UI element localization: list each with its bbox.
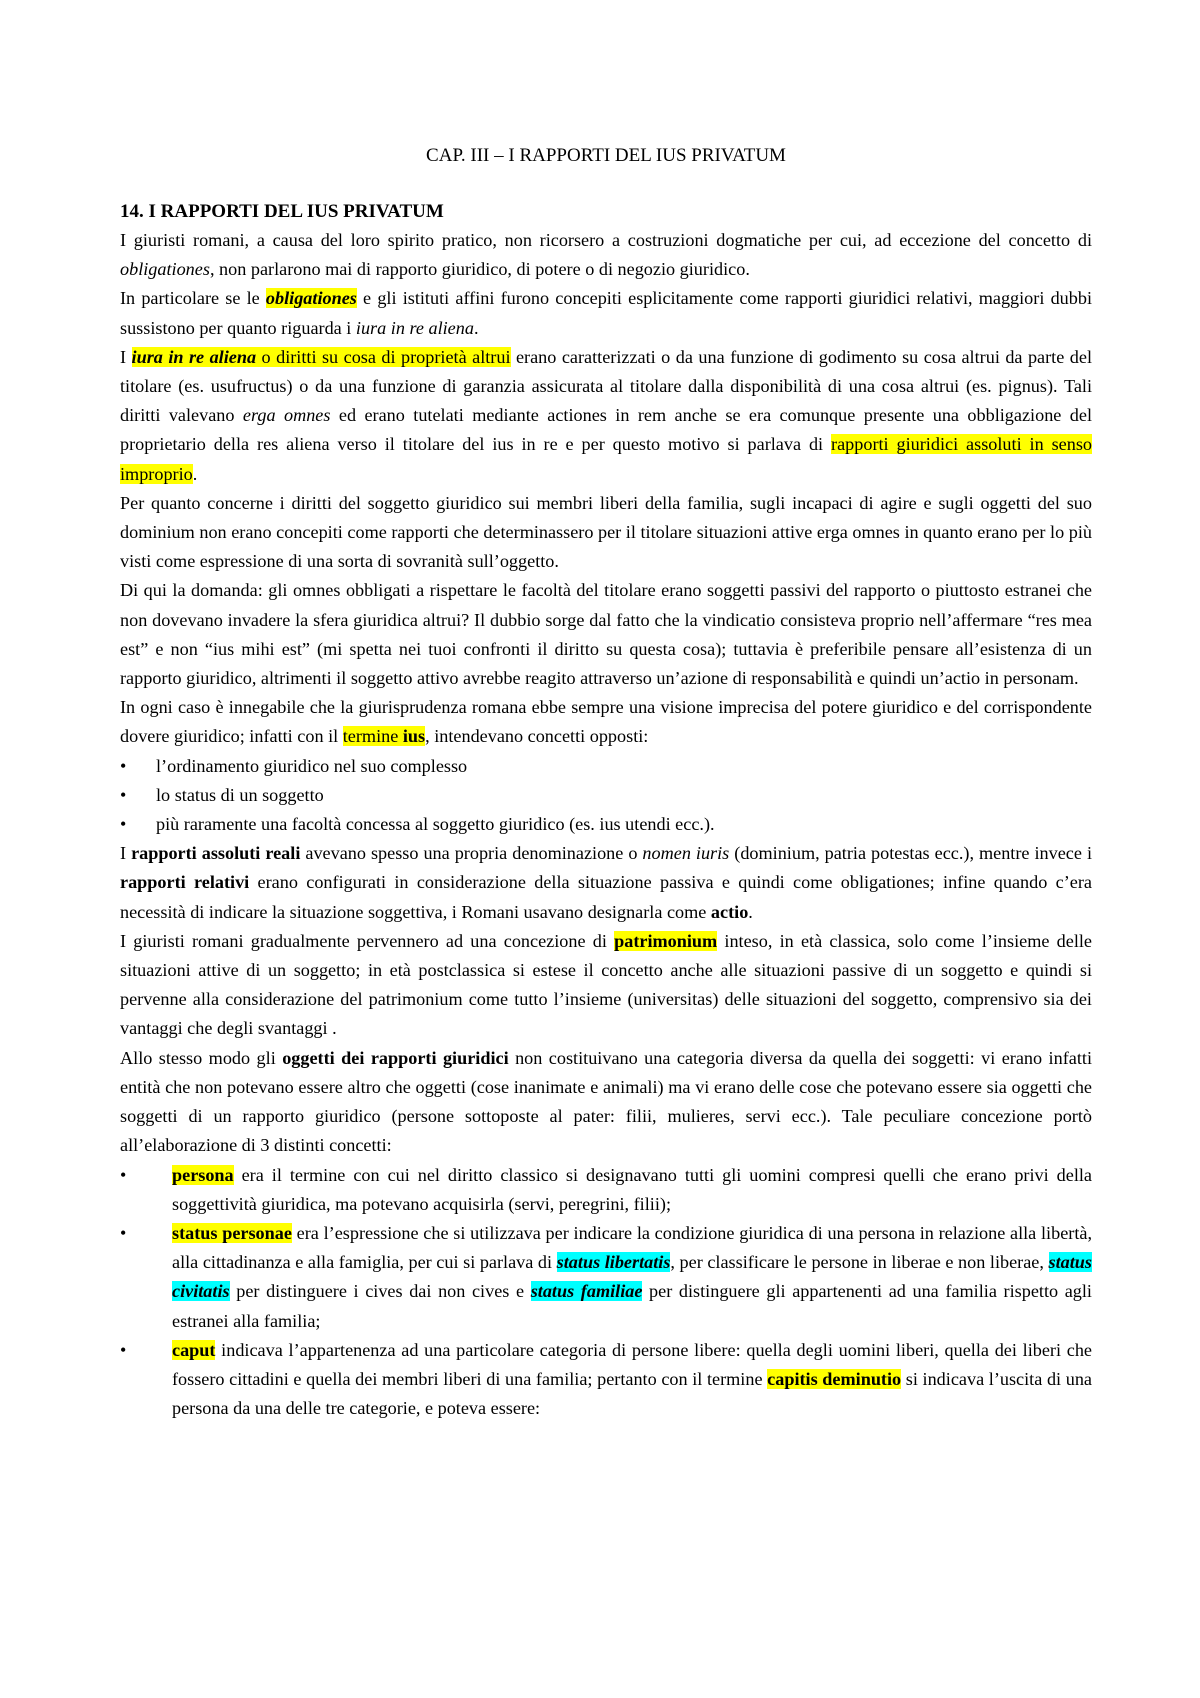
highlighted-term: persona	[172, 1164, 234, 1185]
paragraph-6	[120, 693, 1092, 751]
bullet-icon: •	[120, 755, 127, 776]
text-run: era il termine con cui nel diritto classico si designavano tutti gli uomini compresi quelli che erano privi della soggettività giuridica, ma potevano acquisirla (servi, peregrini, filii);	[172, 1164, 1092, 1214]
paragraph-7	[120, 839, 1092, 927]
highlighted-text: rapporti giuridici assoluti in senso improprio	[120, 434, 1093, 484]
section-title: 14. I RAPPORTI DEL IUS PRIVATUM	[120, 201, 444, 222]
cyan-highlighted-term: status libertatis	[556, 1252, 671, 1273]
text-run: avevano spesso una propria denominazione o	[300, 843, 643, 864]
paragraph-5: Di qui la domanda: gli omnes obbligati a rispettare le facoltà del titolare erano soggetti passivi del rapporto o piuttosto estranei che non dovevano invadere la sfera giuridica altrui? Il dubbio sorge dal fatto che la vindicatio consisteva proprio nell’affermare “res mea est” e non “ius mihi est” (mi spetta nei tuoi confronti il diritto su questa cosa); tuttavia è preferibile pensare all’esistenza di un rapporto giuridico, altrimenti il soggetto attivo avrebbe reagito attraverso un’azione di responsabilità e quindi un’actio in personam.	[120, 580, 1092, 689]
bullet-icon: •	[120, 1339, 127, 1360]
bullet-list-ius	[120, 752, 1092, 840]
text-run: .	[192, 463, 198, 484]
list-item-text: più raramente una facoltà concessa al soggetto giuridico (es. ius utendi ecc.).	[156, 814, 715, 835]
list-item-text: lo status di un soggetto	[156, 784, 324, 805]
highlighted-term: status personae	[172, 1222, 292, 1243]
chapter-title: CAP. III – I RAPPORTI DEL IUS PRIVATUM	[426, 145, 786, 166]
text-run: , per classificare le persone in liberae e non liberae,	[670, 1252, 1049, 1273]
text-run: In particolare se le	[120, 288, 266, 309]
highlighted-term: capitis deminutio	[767, 1368, 902, 1389]
text-run: per distinguere i cives dai non cives e	[229, 1281, 531, 1302]
text-run: I	[120, 346, 132, 367]
italic-term: obligationes	[120, 259, 210, 280]
bold-term: rapporti assoluti reali	[131, 843, 301, 864]
text-run: erano caratterizzati o da una funzione di godimento su cosa altrui da parte del titolare (es. usufructus) o da una funzione di garanzia assicurata al titolare dalla disponibilità di una cosa altrui (es. pignus). Tali diritti valevano	[120, 346, 1092, 426]
bold-term: rapporti relativi	[120, 872, 250, 893]
text-run: I giuristi romani, a causa del loro spirito pratico, non ricorsero a costruzioni dogmatiche per cui, ad eccezione del concetto di	[120, 230, 1092, 250]
text-run: per distinguere gli appartenenti ad una familia rispetto agli estranei alla familia;	[172, 1281, 1092, 1331]
text-run: si indicava l’uscita di una persona da una delle tre categorie, e poteva essere:	[172, 1368, 1092, 1419]
text-run: e gli istituti affini furono concepiti esplicitamente come rapporti giuridici relativi, maggiori dubbi sussistono per quanto riguarda i	[120, 288, 1092, 338]
bold-term: actio	[710, 901, 749, 922]
highlighted-term: patrimonium	[614, 930, 718, 951]
bold-term: oggetti dei rapporti giuridici	[282, 1047, 509, 1068]
list-item	[120, 810, 1092, 839]
highlighted-term: iura in re aliena	[131, 346, 257, 367]
text-run: non costituivano una categoria diversa da quella dei soggetti: vi erano infatti entità che non potevano essere altro che oggetti (cose inanimate e animali) ma vi erano delle cose che potevano essere sia oggetti che soggetti di un rapporto giuridico (persone sottoposte al pater: filii, mulieres, servi ecc.). Tale peculiare concezione portò all’elaborazione di 3 distinti concetti:	[120, 1047, 1092, 1156]
text-run: Allo stesso modo gli	[120, 1047, 283, 1068]
text-run: ed erano tutelati mediante actiones in rem anche se era comunque presente una obbligazione del proprietario della res aliena verso il titolare del ius in re e per questo motivo si parlava di	[120, 405, 1093, 455]
text-run: indicava l’appartenenza ad una particolare categoria di persone libere: quella degli uomini liberi, quella dei liberi che fossero cittadini e quella dei membri liberi di una familia; pertanto con il termine	[172, 1339, 1092, 1389]
text-run: termine	[342, 726, 403, 747]
text-run: I giuristi romani gradualmente pervennero ad una concezione di	[120, 930, 615, 951]
paragraph-2	[120, 284, 1092, 342]
paragraph-9	[120, 1044, 1092, 1161]
bullet-icon: •	[120, 784, 127, 805]
highlighted-text: o diritti su cosa di proprietà altrui	[256, 346, 511, 367]
paragraph-1	[120, 226, 1092, 284]
list-item-persona	[120, 1161, 1092, 1219]
highlighted-term: obligationes	[265, 288, 357, 309]
italic-term: erga omnes	[242, 405, 331, 426]
paragraph-3	[120, 343, 1092, 489]
text-run: erano configurati in considerazione della situazione passiva e quindi come obligationes; infine quando c’era necessità di indicare la situazione soggettiva, i Romani usavano designarla come	[120, 872, 1092, 922]
bullet-list-concepts	[120, 1161, 1092, 1424]
highlighted-text	[343, 726, 425, 746]
bullet-icon: •	[120, 1222, 127, 1243]
text-run: , intendevano concetti opposti:	[425, 726, 649, 747]
paragraph-4: Per quanto concerne i diritti del soggetto giuridico sui membri liberi della familia, sugli incapaci di agire e sugli oggetti del suo dominium non erano concepiti come rapporti che determinassero per il titolare situazioni attive erga omnes in quanto erano per lo più visti come espressione di una sorta di sovranità sull’oggetto.	[120, 492, 1092, 572]
text-run: , non parlarono mai di rapporto giuridico, di potere o di negozio giuridico.	[209, 259, 750, 280]
italic-term: iura in re aliena	[355, 317, 474, 338]
text-run: .	[748, 901, 753, 922]
text-run: era l’espressione che si utilizzava per indicare la condizione giuridica di una persona in relazione alla libertà, alla cittadinanza e alla famiglia, per cui si parlava di	[172, 1222, 1092, 1273]
text-run: (dominium, patria potestas ecc.), mentre invece i	[729, 843, 1092, 864]
list-item	[120, 752, 1092, 781]
list-item-caput	[120, 1336, 1092, 1424]
bullet-icon: •	[120, 1164, 127, 1185]
highlighted-term: caput	[172, 1339, 216, 1360]
text-run: I	[120, 843, 132, 864]
list-item-status-personae	[120, 1219, 1092, 1336]
bold-term: ius	[402, 726, 426, 747]
italic-term: nomen iuris	[642, 843, 730, 864]
list-item-text: l’ordinamento giuridico nel suo complesso	[156, 755, 468, 776]
list-item	[120, 781, 1092, 810]
text-run: In ogni caso è innegabile che la giurisprudenza romana ebbe sempre una visione imprecisa del potere giuridico e del corrispondente dovere giuridico; infatti con il	[120, 697, 1092, 747]
text-run: .	[473, 317, 479, 338]
cyan-highlighted-term: status familiae	[530, 1281, 643, 1302]
bullet-icon: •	[120, 814, 127, 835]
cyan-highlighted-term: status civitatis	[172, 1252, 1092, 1302]
paragraph-8	[120, 927, 1092, 1044]
text-run: inteso, in età classica, solo come l’insieme delle situazioni attive di un soggetto; in età postclassica si estese il concetto anche alle situazioni passive di un soggetto e quindi si pervenne alla considerazione del patrimonium come tutto l’insieme (universitas) delle situazioni del soggetto, comprensivo sia dei vantaggi che degli svantaggi .	[120, 930, 1092, 1039]
